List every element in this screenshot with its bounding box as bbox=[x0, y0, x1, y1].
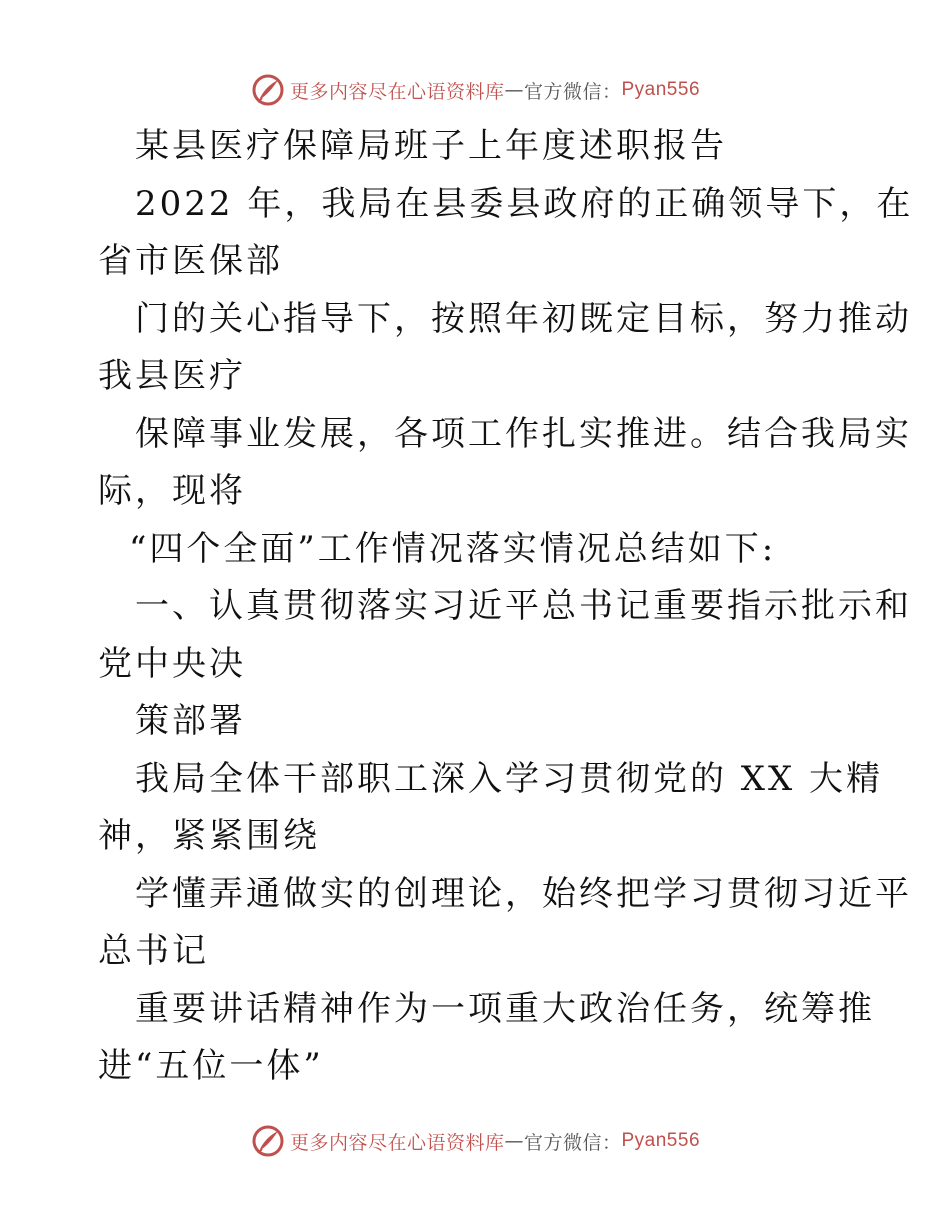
paragraph-line: 保障事业发展，各项工作扎实推进。结合我局实 bbox=[135, 413, 912, 454]
paragraph-line: 门的关心指导下，按照年初既定目标，努力推动 bbox=[135, 298, 912, 339]
section-heading-continued: 党中央决 bbox=[98, 643, 246, 684]
header-watermark bbox=[0, 70, 950, 110]
paragraph-line: 神，紧紧围绕 bbox=[98, 816, 320, 856]
paragraph-line: 重要讲话精神作为一项重大政治任务，统筹推 bbox=[135, 988, 875, 1029]
watermark-dash: — bbox=[504, 1130, 524, 1152]
paragraph-line: 省市医保部 bbox=[98, 241, 283, 281]
document-title: 某县医疗保障局班子上年度述职报告 bbox=[135, 126, 727, 166]
paragraph-line: 我局全体干部职工深入学习贯彻党的 XX 大精 bbox=[135, 758, 884, 799]
paragraph-line: 学懂弄通做实的创理论，始终把学习贯彻习近平 bbox=[135, 873, 912, 914]
watermark-contact: 官方微信： bbox=[523, 1131, 622, 1154]
watermark-dash: — bbox=[504, 79, 524, 101]
paragraph-line: 际，现将 bbox=[98, 471, 246, 511]
paragraph-line: “四个全面”工作情况落实情况总结如下: bbox=[129, 528, 777, 569]
paragraph-line: 2022 年，我局在县委县政府的正确领导下，在 bbox=[135, 183, 914, 224]
watermark-wechat-id: Pyan556 bbox=[621, 79, 701, 100]
paragraph-line: 我县医疗 bbox=[98, 356, 246, 396]
watermark-text: 更多内容尽在心语资料库 bbox=[289, 1131, 505, 1154]
paragraph-line: 进“五位一体” bbox=[98, 1046, 324, 1086]
quill-circle-icon bbox=[250, 72, 286, 108]
watermark-text: 更多内容尽在心语资料库 bbox=[289, 80, 505, 103]
section-heading: 一、认真贯彻落实习近平总书记重要指示批示和 bbox=[135, 586, 912, 626]
section-heading-continued: 策部署 bbox=[135, 701, 246, 741]
footer-watermark bbox=[0, 1121, 950, 1161]
watermark-wechat-id: Pyan556 bbox=[621, 1130, 701, 1151]
document-body bbox=[98, 118, 914, 1096]
paragraph-line: 总书记 bbox=[98, 931, 209, 971]
watermark-contact: 官方微信： bbox=[523, 80, 622, 103]
quill-circle-icon bbox=[250, 1123, 286, 1159]
